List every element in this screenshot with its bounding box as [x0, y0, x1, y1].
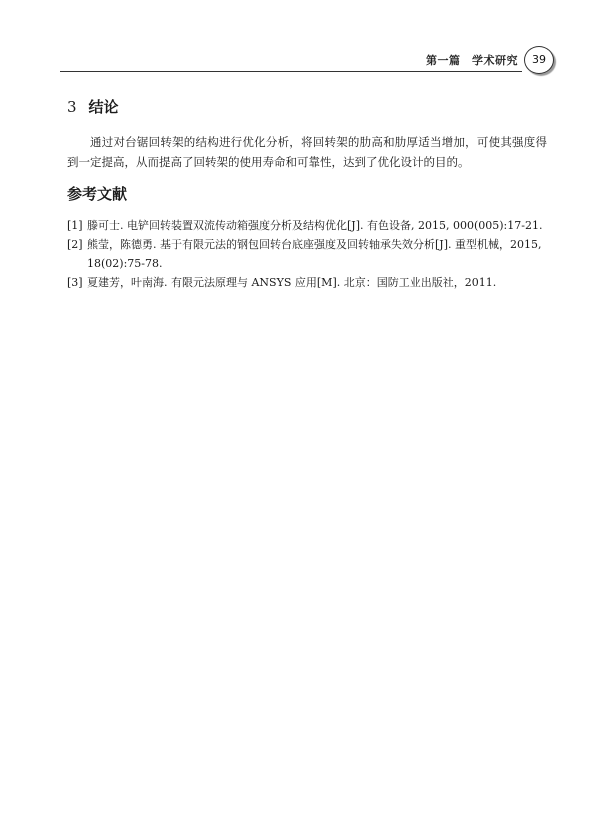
references-heading: 参考文献: [67, 185, 128, 203]
reference-item: [67, 273, 547, 292]
running-title: 第一篇 学术研究: [426, 54, 518, 67]
running-header: [0, 0, 600, 80]
reference-text: 夏建芳，叶南海. 有限元法原理与 ANSYS 应用[M]. 北京：国防工业出版社，2011.: [87, 276, 497, 289]
section-number: 3: [67, 98, 77, 116]
reference-tag: [3]: [67, 276, 83, 289]
reference-item: [67, 216, 547, 235]
section-heading: [67, 96, 119, 117]
reference-tag: [1]: [67, 219, 83, 232]
conclusion-paragraph: 通过对台锯回转架的结构进行优化分析，将回转架的肋高和肋厚适当增加，可使其强度得到一定提高，从而提高了回转架的使用寿命和可靠性，达到了优化设计的目的。: [67, 135, 547, 169]
section-title: 结论: [88, 98, 119, 116]
reference-item: [67, 235, 547, 273]
page-number: 39: [524, 46, 554, 74]
reference-tag: [2]: [67, 238, 83, 251]
reference-text: 滕可士. 电铲回转装置双流传动箱强度分析及结构优化[J]. 有色设备, 2015, 000(005):17-21.: [87, 219, 543, 232]
header-rule: [60, 71, 522, 72]
reference-list: [67, 216, 547, 292]
reference-text: 熊莹，陈德勇. 基于有限元法的钢包回转台底座强度及回转轴承失效分析[J]. 重型机械，2015, 18(02):75-78.: [87, 238, 542, 270]
